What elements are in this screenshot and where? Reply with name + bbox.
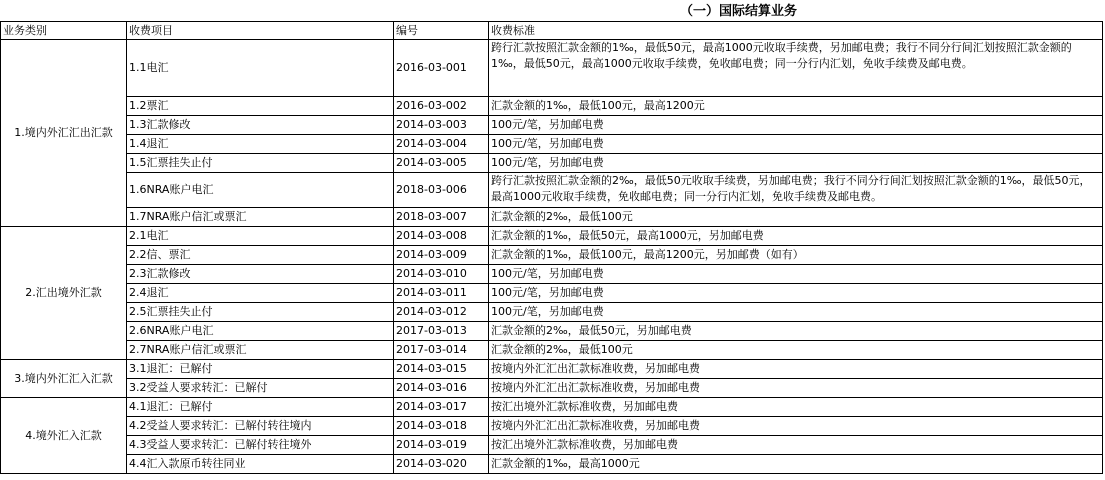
- code-cell[interactable]: 2017-03-013: [394, 322, 489, 341]
- table-row: [1, 265, 1103, 284]
- standard-cell[interactable]: 汇款金额的2‰，最低100元: [489, 341, 1103, 360]
- standard-cell[interactable]: 汇款金额的2‰，最低100元: [489, 208, 1103, 227]
- item-cell[interactable]: 2.4退汇: [127, 284, 394, 303]
- standard-cell[interactable]: 汇款金额的2‰，最低50元，另加邮电费: [489, 322, 1103, 341]
- table-row: [1, 322, 1103, 341]
- code-cell[interactable]: 2014-03-009: [394, 246, 489, 265]
- standard-cell[interactable]: 跨行汇款按照汇款金额的2‰，最低50元收取手续费，另加邮电费；我行不同分行间汇划按照汇款金额的1‰，最低50元，最高1000元收取手续费，免收邮电费；同一分行内汇划，免收手续费及邮电费。: [489, 173, 1103, 208]
- standard-cell[interactable]: 100元/笔，另加邮电费: [489, 303, 1103, 322]
- standard-cell[interactable]: 按境内外汇汇出汇款标准收费，另加邮电费: [489, 360, 1103, 379]
- item-cell[interactable]: 1.7NRA账户信汇或票汇: [127, 208, 394, 227]
- item-cell[interactable]: 1.1电汇: [127, 40, 394, 97]
- standard-cell[interactable]: 100元/笔，另加邮电费: [489, 116, 1103, 135]
- table-row: [1, 436, 1103, 455]
- code-cell[interactable]: 2018-03-006: [394, 173, 489, 208]
- item-cell[interactable]: 1.6NRA账户电汇: [127, 173, 394, 208]
- code-cell[interactable]: 2014-03-017: [394, 398, 489, 417]
- table-row: [1, 154, 1103, 173]
- table-row: [1, 173, 1103, 208]
- table-row: [1, 246, 1103, 265]
- code-cell[interactable]: 2014-03-019: [394, 436, 489, 455]
- fee-table: [0, 21, 1103, 474]
- item-cell[interactable]: 1.3汇款修改: [127, 116, 394, 135]
- header-category[interactable]: 业务类别: [1, 22, 127, 40]
- table-row: [1, 341, 1103, 360]
- code-cell[interactable]: 2014-03-003: [394, 116, 489, 135]
- code-cell[interactable]: 2014-03-011: [394, 284, 489, 303]
- code-cell[interactable]: 2014-03-016: [394, 379, 489, 398]
- item-cell[interactable]: 2.5汇票挂失止付: [127, 303, 394, 322]
- item-cell[interactable]: 4.2受益人要求转汇：已解付转往境内: [127, 417, 394, 436]
- table-row: [1, 398, 1103, 417]
- standard-cell[interactable]: 100元/笔，另加邮电费: [489, 135, 1103, 154]
- item-cell[interactable]: 3.2受益人要求转汇：已解付: [127, 379, 394, 398]
- table-row: [1, 379, 1103, 398]
- item-cell[interactable]: 1.2票汇: [127, 97, 394, 116]
- standard-cell[interactable]: 100元/笔，另加邮电费: [489, 154, 1103, 173]
- standard-cell[interactable]: 按境内外汇汇出汇款标准收费，另加邮电费: [489, 417, 1103, 436]
- header-item[interactable]: 收费项目: [127, 22, 394, 40]
- header-standard[interactable]: 收费标准: [489, 22, 1103, 40]
- table-row: [1, 40, 1103, 97]
- code-cell[interactable]: 2014-03-004: [394, 135, 489, 154]
- standard-cell[interactable]: 100元/笔，另加邮电费: [489, 265, 1103, 284]
- section-title: （一）国际结算业务: [680, 4, 798, 19]
- item-cell[interactable]: 4.4汇入款原币转往同业: [127, 455, 394, 474]
- code-cell[interactable]: 2014-03-005: [394, 154, 489, 173]
- table-row: [1, 135, 1103, 154]
- item-cell[interactable]: 1.4退汇: [127, 135, 394, 154]
- code-cell[interactable]: 2017-03-014: [394, 341, 489, 360]
- standard-cell[interactable]: 按汇出境外汇款标准收费，另加邮电费: [489, 436, 1103, 455]
- standard-cell[interactable]: 汇款金额的1‰，最低100元，最高1200元: [489, 97, 1103, 116]
- code-cell[interactable]: 2014-03-010: [394, 265, 489, 284]
- standard-cell[interactable]: 跨行汇款按照汇款金额的1‰，最低50元，最高1000元收取手续费，另加邮电费；我行不同分行间汇划按照汇款金额的1‰，最低50元，最高1000元收取手续费，免收邮电费；同一分行内汇划，免收手续费及邮电费。: [489, 40, 1103, 97]
- table-row: [1, 284, 1103, 303]
- code-cell[interactable]: 2014-03-020: [394, 455, 489, 474]
- category-cell[interactable]: 2.汇出境外汇款: [1, 227, 127, 360]
- item-cell[interactable]: 4.3受益人要求转汇：已解付转往境外: [127, 436, 394, 455]
- item-cell[interactable]: 3.1退汇：已解付: [127, 360, 394, 379]
- code-cell[interactable]: 2014-03-008: [394, 227, 489, 246]
- item-cell[interactable]: 2.1电汇: [127, 227, 394, 246]
- item-cell[interactable]: 1.5汇票挂失止付: [127, 154, 394, 173]
- standard-cell[interactable]: 汇款金额的1‰，最低100元，最高1200元，另加邮费（如有）: [489, 246, 1103, 265]
- header-row: [1, 22, 1103, 40]
- table-row: [1, 417, 1103, 436]
- code-cell[interactable]: 2014-03-015: [394, 360, 489, 379]
- standard-cell[interactable]: 按境内外汇汇出汇款标准收费，另加邮电费: [489, 379, 1103, 398]
- item-cell[interactable]: 2.2信、票汇: [127, 246, 394, 265]
- table-row: [1, 303, 1103, 322]
- category-cell[interactable]: 4.境外汇入汇款: [1, 398, 127, 474]
- standard-cell[interactable]: 100元/笔，另加邮电费: [489, 284, 1103, 303]
- code-cell[interactable]: 2018-03-007: [394, 208, 489, 227]
- code-cell[interactable]: 2014-03-012: [394, 303, 489, 322]
- standard-cell[interactable]: 汇款金额的1‰，最低50元，最高1000元，另加邮电费: [489, 227, 1103, 246]
- table-row: [1, 360, 1103, 379]
- table-row: [1, 208, 1103, 227]
- code-cell[interactable]: 2014-03-018: [394, 417, 489, 436]
- table-row: [1, 455, 1103, 474]
- table-row: [1, 227, 1103, 246]
- code-cell[interactable]: 2016-03-002: [394, 97, 489, 116]
- item-cell[interactable]: 2.3汇款修改: [127, 265, 394, 284]
- header-code[interactable]: 编号: [394, 22, 489, 40]
- category-cell[interactable]: 1.境内外汇汇出汇款: [1, 40, 127, 227]
- item-cell[interactable]: 2.7NRA账户信汇或票汇: [127, 341, 394, 360]
- standard-cell[interactable]: 按汇出境外汇款标准收费，另加邮电费: [489, 398, 1103, 417]
- code-cell[interactable]: 2016-03-001: [394, 40, 489, 97]
- item-cell[interactable]: 2.6NRA账户电汇: [127, 322, 394, 341]
- category-cell[interactable]: 3.境内外汇汇入汇款: [1, 360, 127, 398]
- item-cell[interactable]: 4.1退汇：已解付: [127, 398, 394, 417]
- table-row: [1, 97, 1103, 116]
- table-row: [1, 116, 1103, 135]
- standard-cell[interactable]: 汇款金额的1‰，最高1000元: [489, 455, 1103, 474]
